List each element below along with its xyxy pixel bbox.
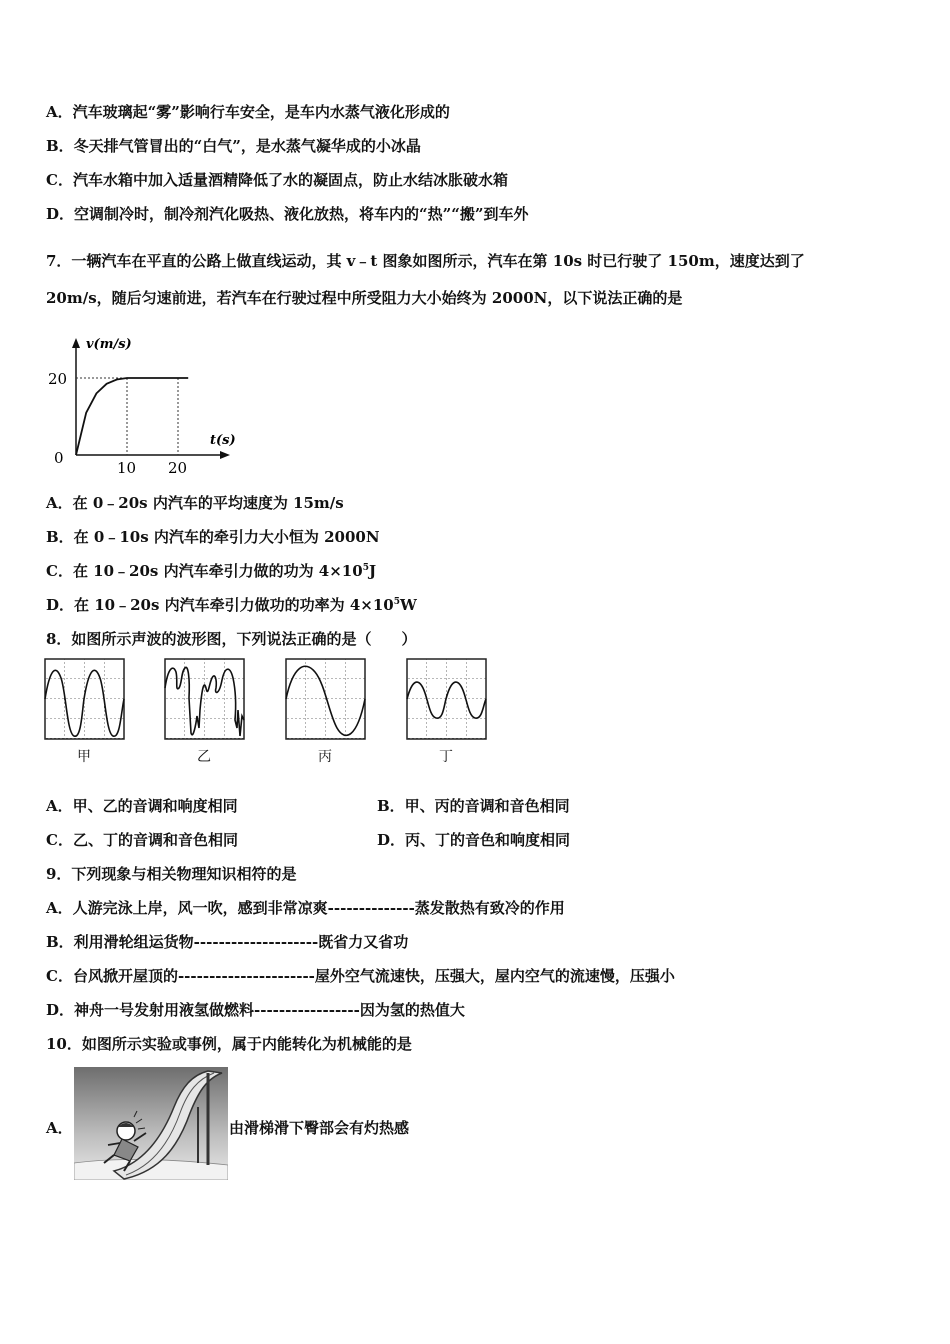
q7-option-d: D．在 10﹣20s 内汽车牵引力做功的功率为 $4\times 10^5W$: [46, 596, 417, 614]
y-axis-label: v(m/s): [86, 337, 132, 352]
origin-label: 0: [54, 449, 64, 467]
q9-option-d: D．神舟一号发射用液氢做燃料-----------------因为氢的热值大: [46, 1001, 465, 1019]
vt-graph: [40, 330, 240, 480]
q6-option-a: A．汽车玻璃起“雾”影响行车安全，是车内水蒸气液化形成的: [46, 103, 450, 121]
q7-option-b: B．在 0﹣10s 内汽车的牵引力大小恒为 2000N: [46, 528, 380, 546]
q7-option-a: A．在 0﹣20s 内汽车的平均速度为 15m/s: [46, 494, 344, 512]
q8-option-a: A．甲、乙的音调和响度相同: [46, 797, 238, 815]
y-axis-arrow: [72, 338, 80, 348]
q10-stem: 10．如图所示实验或事例，属于内能转化为机械能的是: [46, 1035, 412, 1053]
x-tick-10: 10: [117, 459, 137, 477]
x-axis-label: t(s): [210, 433, 236, 448]
q8-option-d: D．丙、丁的音色和响度相同: [377, 831, 571, 849]
q6-option-b: B．冬天排气管冒出的“白气”，是水蒸气凝华成的小冰晶: [46, 137, 421, 155]
q8-option-c: C．乙、丁的音调和音色相同: [46, 831, 238, 849]
q8-stem: 8．如图所示声波的波形图，下列说法正确的是（ ）: [46, 630, 417, 648]
waveform-jia: [45, 659, 124, 739]
waveform-figures: [44, 658, 489, 743]
waveform-yi: [165, 659, 244, 739]
q9-stem: 9．下列现象与相关物理知识相符的是: [46, 865, 297, 883]
q7-option-c: C．在 10﹣20s 内汽车牵引力做的功为 $4\times 10^5J$: [46, 562, 377, 580]
y-tick-20: 20: [48, 370, 68, 388]
velocity-curve: [76, 378, 188, 455]
q9-option-c: C．台风掀开屋顶的----------------------屋外空气流速快，压强大，屋内空气的流速慢，压强小: [46, 967, 675, 985]
q10-option-a-label: A．: [46, 1119, 73, 1137]
q10-option-a-text: 由滑梯滑下臀部会有灼热感: [229, 1119, 410, 1137]
q7-stem-line2: 20m/s，随后匀速前进，若汽车在行驶过程中所受阻力大小始终为 2000N，以下说法正确的是: [46, 289, 683, 307]
waveform-label-yi: 乙: [197, 749, 211, 765]
waveform-label-jia: 甲: [77, 749, 91, 765]
x-tick-20: 20: [168, 459, 188, 477]
q6-option-d: D．空调制冷时，制冷剂汽化吸热、液化放热，将车内的“热”“搬”到车外: [46, 205, 529, 223]
waveform-ding: [407, 659, 486, 739]
waveform-label-bing: 丙: [318, 749, 332, 765]
waveform-label-ding: 丁: [439, 749, 453, 765]
slide-illustration: [74, 1067, 228, 1180]
q7-stem-line1: 7．一辆汽车在平直的公路上做直线运动，其 v﹣t 图象如图所示，汽车在第 10s 时已行驶了 150m，速度达到了: [46, 252, 805, 270]
q9-option-a: A．人游完泳上岸，风一吹，感到非常凉爽--------------蒸发散热有致冷的作用: [46, 899, 565, 917]
x-axis-arrow: [220, 451, 230, 459]
q8-option-b: B．甲、丙的音调和音色相同: [377, 797, 570, 815]
q9-option-b: B．利用滑轮组运货物--------------------既省力又省功: [46, 933, 409, 951]
q6-option-c: C．汽车水箱中加入适量酒精降低了水的凝固点，防止水结冰胀破水箱: [46, 171, 508, 189]
waveform-bing: [286, 659, 365, 739]
